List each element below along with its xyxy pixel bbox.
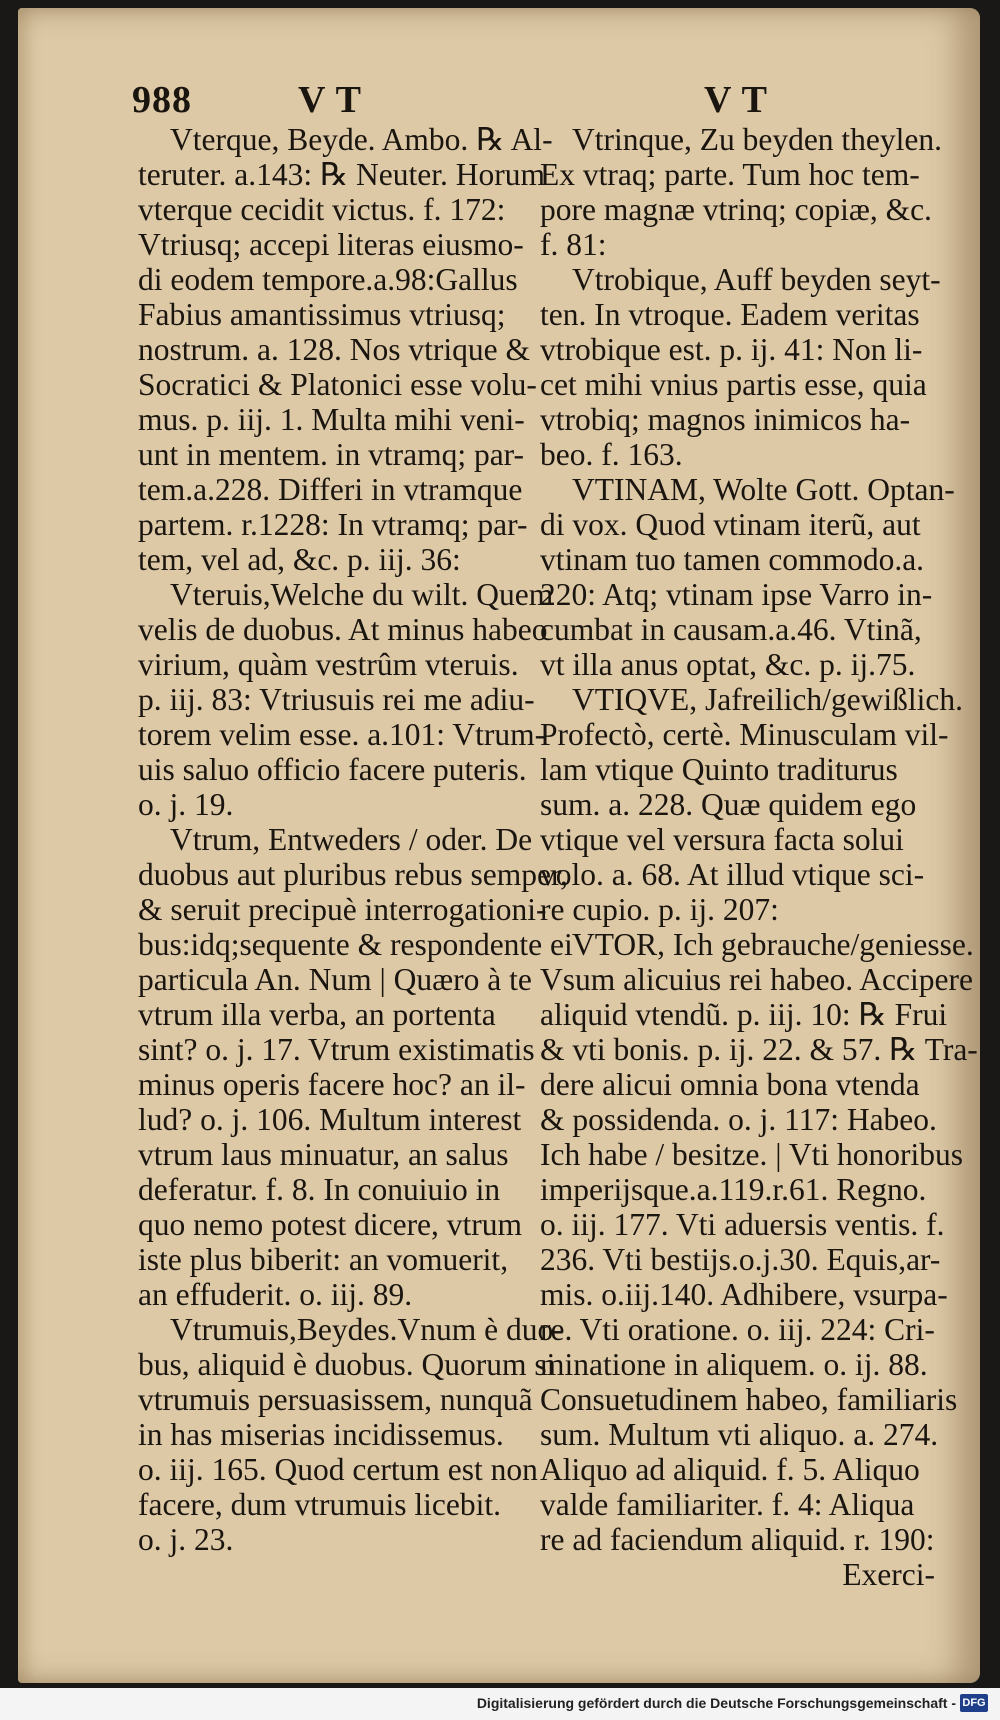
text-line: Vtrum, Entweders / oder. De <box>170 822 533 857</box>
text-line: valde familiariter. f. 4: Aliqua <box>540 1487 915 1522</box>
text-line: 236. Vti bestijs.o.j.30. Equis,ar- <box>540 1242 941 1277</box>
text-line: re cupio. p. ij. 207: <box>540 892 779 927</box>
text-line: p. iij. 83: Vtriusuis rei me adiu- <box>138 682 535 717</box>
text-line: Fabius amantissimus vtriusq; <box>138 297 506 332</box>
text-line: Vsum alicuius rei habeo. Accipere <box>540 962 973 997</box>
text-line: VTOR, Ich gebrauche/geniesse. <box>572 927 974 962</box>
text-line: velis de duobus. At minus habeo <box>138 612 548 647</box>
right-running-head: V T <box>704 79 768 121</box>
text-line: sint? o. j. 17. Vtrum existimatis <box>138 1032 535 1067</box>
text-line: bus:idq;sequente & respondente ei <box>138 927 573 962</box>
text-line: Vtrinque, Zu beyden theylen. <box>572 122 943 157</box>
text-line: Profectò, certè. Minusculam vil- <box>540 717 949 752</box>
text-line: f. 81: <box>540 227 607 262</box>
left-text-column <box>138 122 573 1557</box>
text-line: dere alicui omnia bona vtenda <box>540 1067 920 1102</box>
text-line: cet mihi vnius partis esse, quia <box>540 367 927 402</box>
page-number: 988 <box>132 79 192 121</box>
text-line: unt in mentem. in vtramq; par- <box>138 437 525 472</box>
text-line: ten. In vtroque. Eadem veritas <box>540 297 920 332</box>
text-line: facere, dum vtrumuis licebit. <box>138 1487 502 1522</box>
text-line: Consuetudinem habeo, familiaris <box>540 1382 958 1417</box>
text-line: Ex vtraq; parte. Tum hoc tem- <box>540 157 920 192</box>
text-line: mis. o.iij.140. Adhibere, vsurpa- <box>540 1277 948 1312</box>
dfg-logo: DFG <box>960 1694 988 1712</box>
text-line: beo. f. 163. <box>540 437 683 472</box>
text-line: minatione in aliquem. o. ij. 88. <box>540 1347 928 1382</box>
text-line: duobus aut pluribus rebus semper, <box>138 857 569 892</box>
text-line: pore magnæ vtrinq; copiæ, &c. <box>540 192 932 227</box>
text-line: mus. p. iij. 1. Multa mihi veni- <box>138 402 525 437</box>
text-line: Socratici & Platonici esse volu- <box>138 367 537 402</box>
text-line: & seruit precipuè interrogationi- <box>138 892 547 927</box>
text-line: aliquid vtendũ. p. iij. 10: ℞ Frui <box>540 997 948 1032</box>
right-text-column <box>540 122 978 1592</box>
text-line: vtrum illa verba, an portenta <box>138 997 496 1032</box>
text-line: Vteruis,Welche du wilt. Quem <box>170 577 554 612</box>
text-line: di eodem tempore.a.98:Gallus <box>138 262 518 297</box>
left-running-head: V T <box>298 79 362 121</box>
text-line: & possidenda. o. j. 117: Habeo. <box>540 1102 937 1137</box>
text-line: volo. a. 68. At illud vtique sci- <box>540 857 925 892</box>
text-line: torem velim esse. a.101: Vtrum- <box>138 717 546 752</box>
text-line: nostrum. a. 128. Nos vtrique & <box>138 332 530 367</box>
text-line: vt illa anus optat, &c. p. ij.75. <box>540 647 916 682</box>
text-line: o. j. 19. <box>138 787 234 822</box>
text-line: VTINAM, Wolte Gott. Optan- <box>572 472 955 507</box>
footer-credit: Digitalisierung gefördert durch die Deutsche Forschungsgemeinschaft - <box>476 1695 956 1711</box>
text-line: deferatur. f. 8. In conuiuio in <box>138 1172 501 1207</box>
text-line: lam vtique Quinto traditurus <box>540 752 898 787</box>
text-line: uis saluo officio facere puteris. <box>138 752 527 787</box>
text-line: o. iij. 177. Vti aduersis ventis. f. <box>540 1207 945 1242</box>
text-line: Vtriusq; accepi literas eiusmo- <box>138 227 524 262</box>
text-line: sum. Multum vti aliquo. a. 274. <box>540 1417 939 1452</box>
text-line: imperijsque.a.119.r.61. Regno. <box>540 1172 927 1207</box>
text-line: vtrum laus minuatur, an salus <box>138 1137 509 1172</box>
digitization-footer <box>0 1688 1000 1720</box>
text-line: quo nemo potest dicere, vtrum <box>138 1207 523 1242</box>
text-line: in has miserias incidissemus. <box>138 1417 504 1452</box>
text-line: Ich habe / besitze. | Vti honoribus <box>540 1137 964 1172</box>
text-line: lud? o. j. 106. Multum interest <box>138 1102 522 1137</box>
text-line: VTIQVE, Jafreilich/gewißlich. <box>572 682 963 717</box>
text-line: sum. a. 228. Quæ quidem ego <box>540 787 917 822</box>
text-line: vtrobiq; magnos inimicos ha- <box>540 402 911 437</box>
text-line: bus, aliquid è duobus. Quorum si <box>138 1347 556 1382</box>
text-line: Vterque, Beyde. Ambo. ℞ Al- <box>170 122 553 157</box>
text-line: cumbat in causam.a.46. Vtinã, <box>540 612 922 647</box>
text-line: Vtrobique, Auff beyden seyt- <box>572 262 941 297</box>
text-line: minus operis facere hoc? an il- <box>138 1067 526 1102</box>
text-line: vtinam tuo tamen commodo.a. <box>540 542 925 577</box>
text-line: & vti bonis. p. ij. 22. & 57. ℞ Tra- <box>540 1032 978 1067</box>
text-line: particula An. Num | Quæro à te <box>138 962 532 997</box>
text-line: Aliquo ad aliquid. f. 5. Aliquo <box>540 1452 920 1487</box>
text-line: tem.a.228. Differi in vtramque <box>138 472 523 507</box>
text-line: virium, quàm vestrûm vteruis. <box>138 647 519 682</box>
text-line: tem, vel ad, &c. p. iij. 36: <box>138 542 461 577</box>
text-line: Vtrumuis,Beydes.Vnum è duo- <box>170 1312 564 1347</box>
text-line: 220: Atq; vtinam ipse Varro in- <box>540 577 933 612</box>
text-line: vterque cecidit victus. f. 172: <box>138 192 506 227</box>
text-line: Exerci- <box>842 1557 935 1592</box>
text-line: vtrumuis persuasissem, nunquã <box>138 1382 533 1417</box>
text-line: partem. r.1228: In vtramq; par- <box>138 507 528 542</box>
text-line: di vox. Quod vtinam iterũ, aut <box>540 507 921 542</box>
text-line: o. j. 23. <box>138 1522 234 1557</box>
text-line: re ad faciendum aliquid. r. 190: <box>540 1522 935 1557</box>
text-line: teruter. a.143: ℞ Neuter. Horum <box>138 157 546 192</box>
text-line: vtrobique est. p. ij. 41: Non li- <box>540 332 923 367</box>
text-line: iste plus biberit: an vomuerit, <box>138 1242 509 1277</box>
text-line: o. iij. 165. Quod certum est non <box>138 1452 538 1487</box>
text-line: an effuderit. o. iij. 89. <box>138 1277 413 1312</box>
text-line: re. Vti oratione. o. iij. 224: Cri- <box>540 1312 935 1347</box>
text-line: vtique vel versura facta solui <box>540 822 904 857</box>
